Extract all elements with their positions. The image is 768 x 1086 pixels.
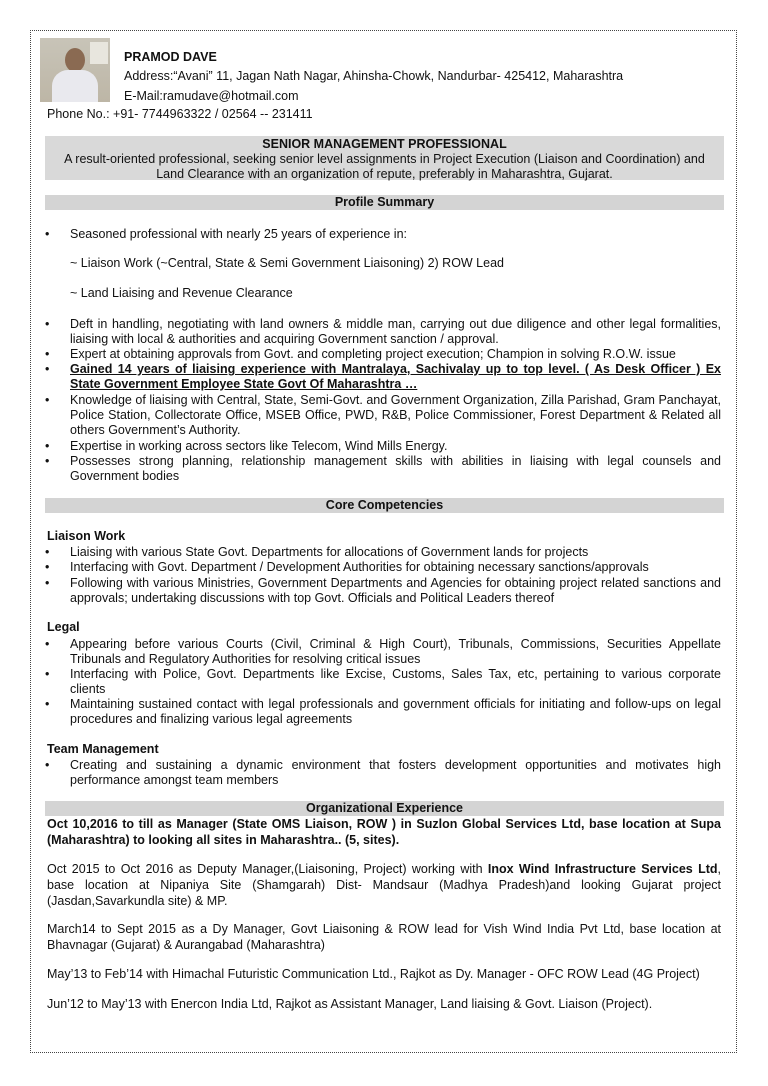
bullet-icon: • xyxy=(45,697,50,711)
experience-entry-1: Oct 10,2016 to till as Manager (State OMS Liaison, ROW ) in Suzlon Global Services Ltd, base location at Supa (Maharashtra) to looking all sites in Maharashtra.. (5, sites). xyxy=(47,817,721,847)
bullet-icon: • xyxy=(45,545,50,559)
profile-sub-1: ~ Liaison Work (~Central, State & Semi Government Liaisoning) 2) ROW Lead xyxy=(70,256,504,270)
address: Address:“Avani” 11, Jagan Nath Nagar, Ahinsha-Chowk, Nandurbar- 425412, Maharashtra xyxy=(124,69,624,83)
experience-entry-4: May’13 to Feb’14 with Himachal Futuristic Communication Ltd., Rajkot as Dy. Manager - OFC ROW Lead (4G Project) xyxy=(47,967,700,981)
bullet-icon: • xyxy=(45,667,50,681)
liaison-bullet-2 xyxy=(45,560,721,575)
legal-bullet-text: Maintaining sustained contact with legal professionals and government officials for initiating and follow-ups on legal procedures and finalizing various legal agreements xyxy=(70,697,721,726)
team-bullet-1 xyxy=(45,758,721,788)
profile-bullet-1 xyxy=(45,317,721,347)
experience-entry-5: Jun’12 to May’13 with Enercon India Ltd, Rajkot as Assistant Manager, Land liaising & Govt. Liaison (Project). xyxy=(47,997,653,1011)
liaison-bullet-text: Liaising with various State Govt. Departments for allocations of Government lands for projects xyxy=(70,545,589,559)
profile-bullet-3 xyxy=(45,362,721,392)
bullet-icon: • xyxy=(45,317,50,331)
legal-bullet-3 xyxy=(45,697,721,727)
experience-entry-2-text-b: , base location at Nipaniya Site (Shamgarah) Dist- Mandsaur (Madhya Pradesh)and looking Gujarat project (Jasdan,Savarkundla site) & MP. xyxy=(47,862,721,908)
profile-bullet-text: Expert at obtaining approvals from Govt. and completing project execution; Champion in solving R.O.W. issue xyxy=(70,347,676,361)
profile-bullet-text: Possesses strong planning, relationship management skills with abilities in liaising with legal counsels and Government bodies xyxy=(70,454,721,483)
profile-intro: Seasoned professional with nearly 25 years of experience in: xyxy=(70,227,408,241)
legal-bullet-text: Appearing before various Courts (Civil, Criminal & High Court), Tribunals, Commissions, Securities Appellate Tribunals and Regulatory Authorities for resolving critical issues xyxy=(70,637,721,666)
bullet-icon: • xyxy=(45,637,50,651)
experience-entry-2 xyxy=(47,861,721,909)
team-bullet-text: Creating and sustaining a dynamic environment that fosters development opportunities and motivates high performance amongst team members xyxy=(70,758,721,787)
photo-head xyxy=(65,48,85,72)
candidate-name: PRAMOD DAVE xyxy=(124,50,217,64)
profile-photo xyxy=(40,38,110,102)
bullet-icon: • xyxy=(45,560,50,574)
objective-title: SENIOR MANAGEMENT PROFESSIONAL xyxy=(262,137,507,151)
team-management-title: Team Management xyxy=(47,742,159,756)
profile-bullet-text: Gained 14 years of liaising experience with Mantralaya, Sachivalay up to top level. ( As Desk Officer ) Ex State Government Employee State Govt Of Maharashtra … xyxy=(70,362,721,391)
liaison-bullet-1 xyxy=(45,545,721,560)
bullet-icon: • xyxy=(45,393,50,407)
legal-bullet-2 xyxy=(45,667,721,697)
profile-bullet-2 xyxy=(45,347,721,362)
liaison-bullet-text: Following with various Ministries, Government Departments and Agencies for obtaining project related sanctions and approvals; undertaking discussions with top Govt. Officials and Political Leaders thereof xyxy=(70,576,721,605)
profile-sub-2: ~ Land Liaising and Revenue Clearance xyxy=(70,286,293,300)
profile-summary-heading: Profile Summary xyxy=(45,195,724,210)
photo-background-window xyxy=(90,42,108,64)
profile-bullet-intro xyxy=(45,227,721,242)
objective-box xyxy=(45,136,724,180)
bullet-icon: • xyxy=(45,454,50,468)
profile-bullet-6 xyxy=(45,454,721,484)
bullet-icon: • xyxy=(45,362,50,376)
bullet-icon: • xyxy=(45,758,50,772)
profile-bullet-5 xyxy=(45,439,721,454)
bullet-icon: • xyxy=(45,347,50,361)
bullet-icon: • xyxy=(45,576,50,590)
experience-entry-2-company: Inox Wind Infrastructure Services Ltd xyxy=(487,862,718,876)
organizational-experience-heading: Organizational Experience xyxy=(45,801,724,816)
photo-body xyxy=(52,70,98,102)
profile-bullet-text: Deft in handling, negotiating with land owners & middle man, carrying out due diligence and other legal formalities, liaising with local & authorities and acquiring Government sanction / approval. xyxy=(70,317,721,346)
experience-entry-2-text-a: Oct 2015 to Oct 2016 as Deputy Manager,(Liaisoning, Project) working with xyxy=(47,862,488,876)
objective-line-2: Land Clearance with an organization of repute, preferably in Maharashtra, Gujarat. xyxy=(156,167,613,181)
objective-line-1: A result-oriented professional, seeking senior level assignments in Project Execution (Liaison and Coordination) and xyxy=(64,152,705,166)
phone: Phone No.: +91- 7744963322 / 02564 -- 231411 xyxy=(47,107,313,121)
email: E-Mail:ramudave@hotmail.com xyxy=(124,89,299,103)
profile-bullet-text: Expertise in working across sectors like Telecom, Wind Mills Energy. xyxy=(70,439,448,453)
liaison-bullet-3 xyxy=(45,576,721,606)
core-competencies-heading: Core Competencies xyxy=(45,498,724,513)
liaison-work-title: Liaison Work xyxy=(47,529,126,543)
experience-entry-3: March14 to Sept 2015 as a Dy Manager, Govt Liaisoning & ROW lead for Vish Wind India Pvt Ltd, base location at Bhavnagar (Gujarat) & Aurangabad (Maharashtra) xyxy=(47,922,721,952)
profile-bullet-4 xyxy=(45,393,721,438)
legal-bullet-1 xyxy=(45,637,721,667)
profile-bullet-text: Knowledge of liaising with Central, State, Semi-Govt. and Government Organization, Zilla Parishad, Gram Panchayat, Police Station, Collectorate Office, MSEB Office, PWD, R&B, Police Commissioner, Forest Department & Related all others Government’s Authority. xyxy=(70,393,721,437)
bullet-icon: • xyxy=(45,439,50,453)
bullet-icon: • xyxy=(45,227,50,241)
liaison-bullet-text: Interfacing with Govt. Department / Development Authorities for obtaining necessary sanctions/approvals xyxy=(70,560,649,574)
legal-bullet-text: Interfacing with Police, Govt. Departments like Excise, Customs, Sales Tax, etc, pertaining to various corporate clients xyxy=(70,667,721,696)
legal-title: Legal xyxy=(47,620,80,634)
